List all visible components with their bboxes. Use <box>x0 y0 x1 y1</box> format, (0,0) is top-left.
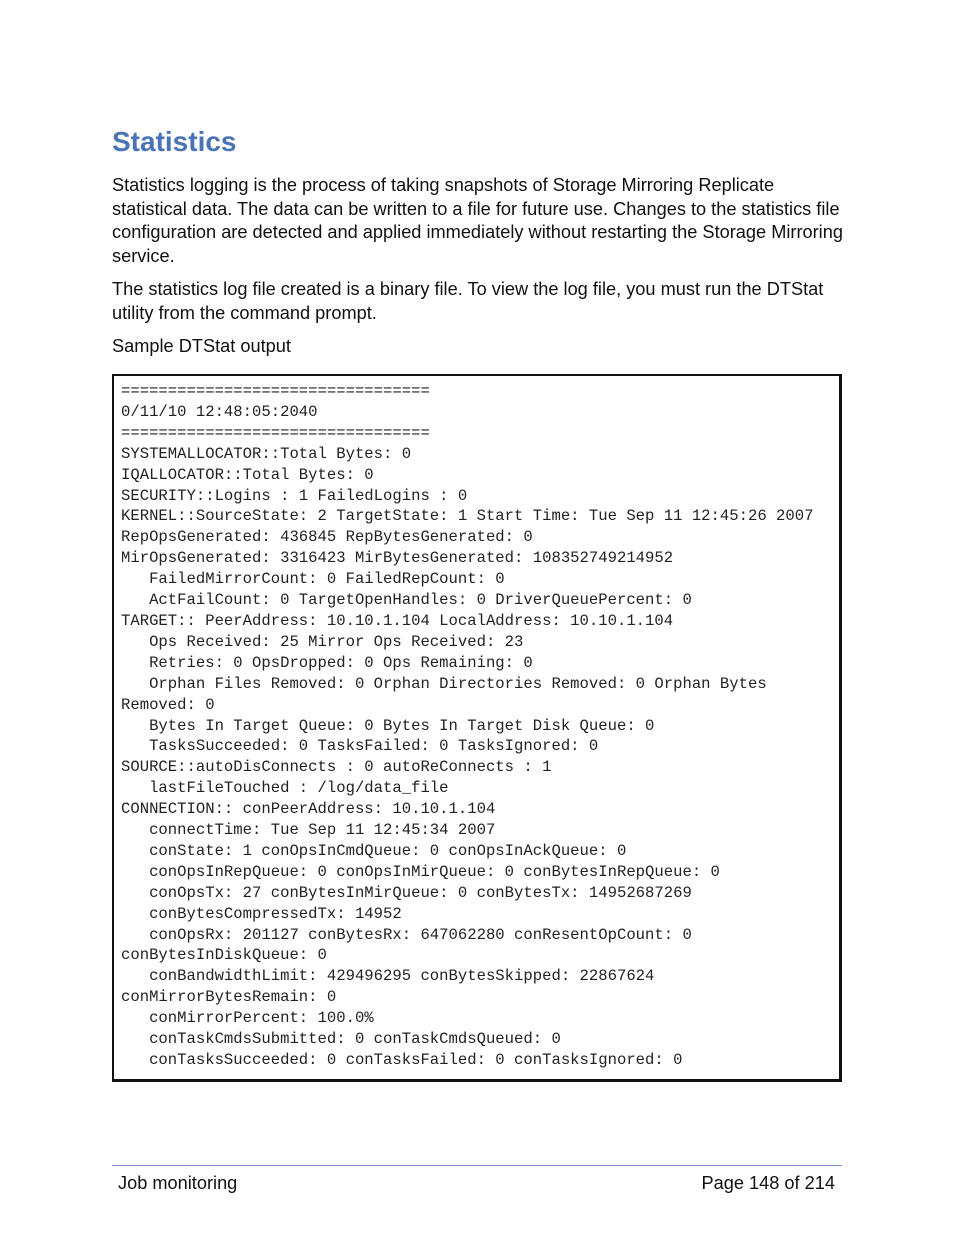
log-file-paragraph: The statistics log file created is a binary file. To view the log file, you must run the DTStat utility from the command prompt. <box>112 279 824 323</box>
footer-section-name: Job monitoring <box>118 1173 238 1193</box>
sample-output-caption: Sample DTStat output <box>112 336 291 356</box>
dtstat-output-box <box>112 374 842 1082</box>
page-title: Statistics <box>112 126 237 157</box>
intro-paragraph: Statistics logging is the process of taking snapshots of Storage Mirroring Replicate statistical data. The data can be written to a file for future use. Changes to the statistics file configuration are detected and applied immediately without restarting the Storage Mirroring service. <box>112 175 843 266</box>
dtstat-output-text: ================================= 0/11/10 12:48:05:2040 ================================= SYSTEMALLOCATOR::Total Bytes: 0 IQALLOCATOR::Total Bytes: 0 SECURITY::Logins : 1 FailedLogins : 0 KERNEL::SourceState: 2 TargetState: 1 Start Time: Tue Sep 11 12:45:26 2007 RepOpsGenerated: 436845 RepBytesGenerated: 0 MirOpsGenerated: 3316423 MirBytesGenerated: 108352749214952 FailedMirrorCount: 0 FailedRepCount: 0 ActFailCount: 0 TargetOpenHandles: 0 DriverQueuePercent: 0 TARGET:: PeerAddress: 10.10.1.104 LocalAddress: 10.10.1.104 Ops Received: 25 Mirror Ops Received: 23 Retries: 0 OpsDropped: 0 Ops Remaining: 0 Orphan Files Removed: 0 Orphan Directories Removed: 0 Orphan Bytes Removed: 0 Bytes In Target Queue: 0 Bytes In Target Disk Queue: 0 TasksSucceeded: 0 TasksFailed: 0 TasksIgnored: 0 SOURCE::autoDisConnects : 0 autoReConnects : 1 lastFileTouched : /log/data_file CONNECTION:: conPeerAddress: 10.10.1.104 connectTime: Tue Sep 11 12:45:34 2007 conState: 1 conOpsInCmdQueue: 0 conOpsInAckQueue: 0 conOpsInRepQueue: 0 conOpsInMirQueue: 0 conBytesInRepQueue: 0 conOpsTx: 27 conBytesInMirQueue: 0 conBytesTx: 14952687269 conBytesCompressedTx: 14952 conOpsRx: 201127 conBytesRx: 647062280 conResentOpCount: 0 conBytesInDiskQueue: 0 conBandwidthLimit: 429496295 conBytesSkipped: 22867624 conMirrorBytesRemain: 0 conMirrorPercent: 100.0% conTaskCmdsSubmitted: 0 conTaskCmdsQueued: 0 conTasksSucceeded: 0 conTasksFailed: 0 conTasksIgnored: 0 <box>121 382 814 1069</box>
footer-divider <box>112 1165 842 1166</box>
footer-page-number: Page 148 of 214 <box>701 1173 835 1193</box>
